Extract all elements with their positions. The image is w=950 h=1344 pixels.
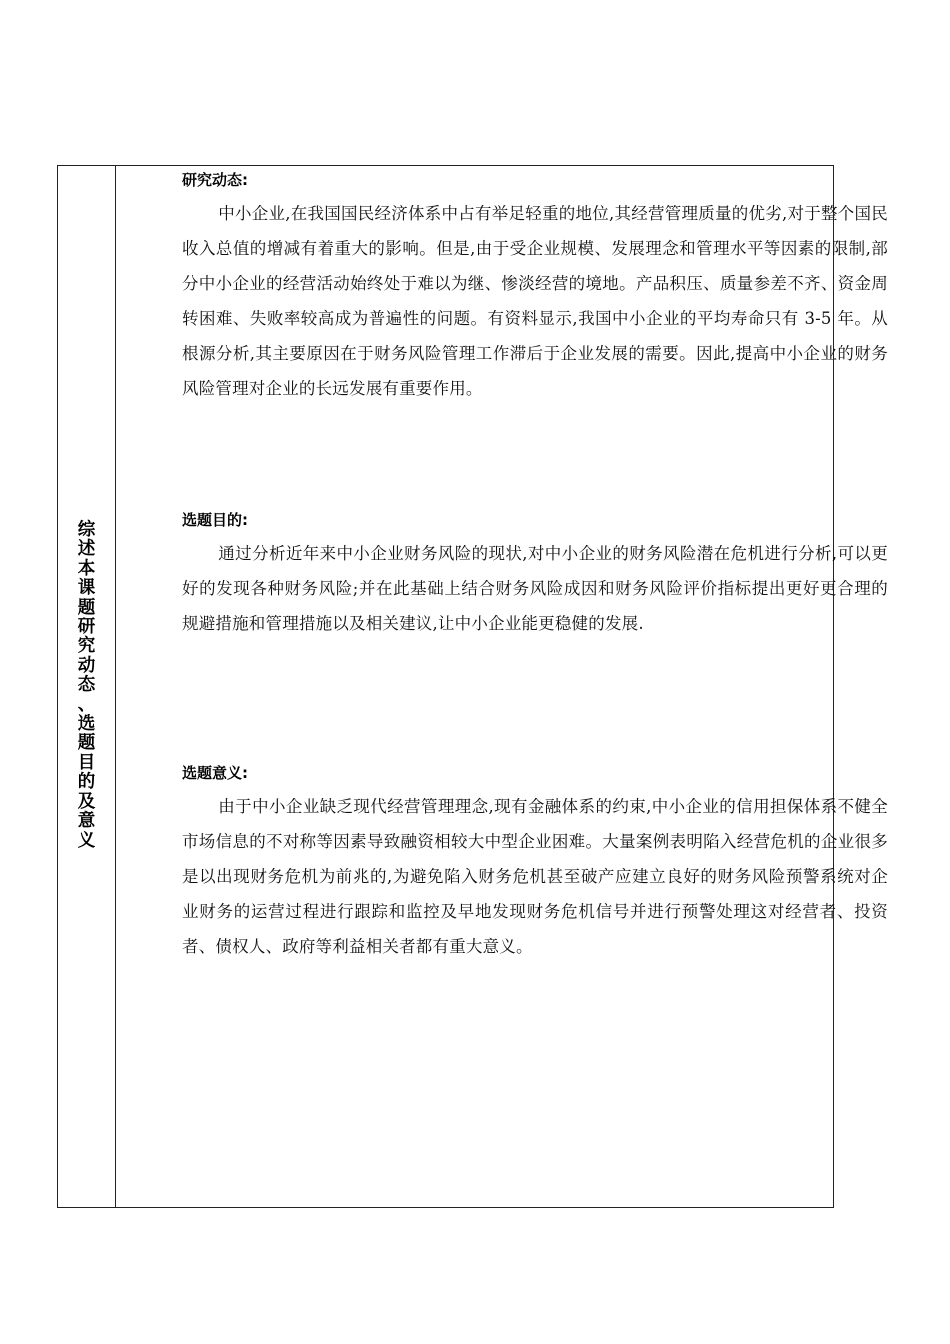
- side-label-char: 义: [77, 830, 96, 851]
- side-label-char: 研: [77, 617, 96, 638]
- significance-body: 由于中小企业缺乏现代经营管理理念,现有金融体系的约束,中小企业的信用担保体系不健全市场信息的不对称等因素导致融资相较大中型企业困难。大量案例表明陷入经营危机的企业很多是以出现财务危机为前兆的,为避免陷入财务危机甚至破产应建立良好的财务风险预警系统对企业财务的运营过程进行跟踪和监控及早地发现财务危机信号并进行预警处理这对经营者、投资者、债权人、政府等利益相关者都有重大意义。: [182, 797, 888, 956]
- research-status-body: 中小企业,在我国国民经济体系中占有举足轻重的地位,其经营管理质量的优劣,对于整个国民收入总值的增减有着重大的影响。但是,由于受企业规模、发展理念和管理水平等因素的限制,部分中小企业的经营活动始终处于难以为继、惨淡经营的境地。产品积压、质量参差不齐、资金周转困难、失败率较高成为普遍性的问题。有资料显示,我国中小企业的平均寿命只有 3-5 年。从根源分析,其主要原因在于财务风险管理工作滞后于企业发展的需要。因此,提高中小企业的财务风险管理对企业的长远发展有重要作用。: [182, 204, 888, 398]
- side-label-char: 题: [77, 597, 96, 618]
- significance-heading: 选题意义:: [182, 764, 248, 782]
- side-label-char: 课: [77, 578, 96, 599]
- side-label-char: 述: [77, 539, 96, 560]
- side-label-char: 本: [77, 558, 96, 579]
- side-label-char: 态: [77, 675, 96, 696]
- research-status-heading: 研究动态:: [182, 171, 248, 189]
- side-label-char: 及: [77, 791, 96, 812]
- research-status-section: [182, 170, 888, 406]
- purpose-heading: 选题目的:: [182, 511, 248, 529]
- side-label-char: 意: [77, 811, 96, 832]
- side-label-cell: [58, 166, 116, 1207]
- side-label-char: 究: [77, 636, 96, 657]
- significance-section: [182, 763, 888, 964]
- side-label-char: 目: [77, 752, 96, 773]
- form-table: [57, 165, 888, 1208]
- purpose-body: 通过分析近年来中小企业财务风险的现状,对中小企业的财务风险潜在危机进行分析,可以更好的发现各种财务风险;并在此基础上结合财务风险成因和财务风险评价指标提出更好更合理的规避措施和管理措施以及相关建议,让中小企业能更稳健的发展.: [182, 544, 888, 633]
- side-label-char: 选: [77, 714, 96, 735]
- side-label-char: 动: [77, 655, 96, 676]
- purpose-section: [182, 510, 888, 641]
- side-label-char: 的: [77, 772, 96, 793]
- side-label: [58, 521, 115, 851]
- side-label-char: 题: [77, 733, 96, 754]
- side-label-char: 、: [77, 694, 96, 715]
- content-cell: [116, 166, 888, 1207]
- side-label-char: 综: [77, 520, 96, 541]
